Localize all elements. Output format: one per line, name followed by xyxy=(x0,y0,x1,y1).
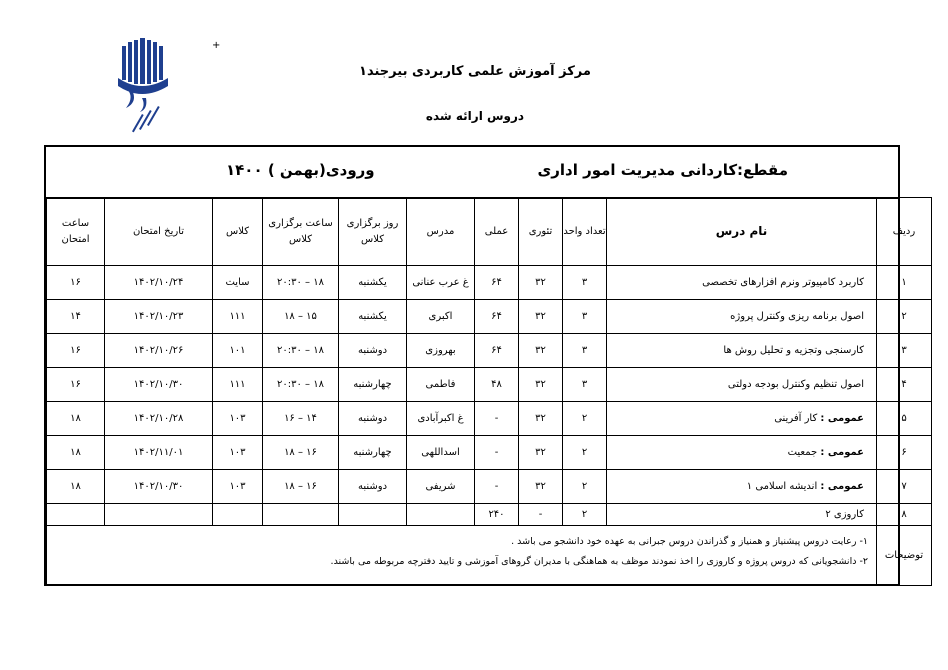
cell-exam-time: ۱۸ xyxy=(47,436,105,470)
table-row xyxy=(47,470,932,504)
cell-prefix: عمومی : xyxy=(820,447,864,458)
cell-name xyxy=(607,470,877,504)
cell-exam-time: ۱۸ xyxy=(47,402,105,436)
cell-room: ۱۰۳ xyxy=(213,402,263,436)
table-row xyxy=(47,300,932,334)
cell-practical: ۴۸ xyxy=(475,368,519,402)
cell-units: ۳ xyxy=(563,300,607,334)
cell-name xyxy=(607,368,877,402)
cell-day: دوشنبه xyxy=(339,402,407,436)
cell-name xyxy=(607,300,877,334)
cell-exam-date: ۱۴۰۲/۱۱/۰۱ xyxy=(105,436,213,470)
cell-room: ۱۱۱ xyxy=(213,300,263,334)
table-row xyxy=(47,436,932,470)
cell-time: ۱۸ – ۲۰:۳۰ xyxy=(263,266,339,300)
cell-units: ۳ xyxy=(563,368,607,402)
cell-day: دوشنبه xyxy=(339,334,407,368)
cell-exam-date: ۱۴۰۲/۱۰/۳۰ xyxy=(105,368,213,402)
cell-theory: - xyxy=(519,504,563,526)
cell-name-text: کارسنجی وتجزیه و تحلیل روش ها xyxy=(723,345,864,356)
cell-row: ۷ xyxy=(877,470,932,504)
cell-teacher: فاطمی xyxy=(407,368,475,402)
cell-room: ۱۰۳ xyxy=(213,436,263,470)
cell-units: ۲ xyxy=(563,402,607,436)
cell-name-text: کار آفرینی xyxy=(774,413,821,424)
cell-exam-time: ۱۸ xyxy=(47,470,105,504)
cell-practical: ۶۴ xyxy=(475,300,519,334)
cell-row: ۵ xyxy=(877,402,932,436)
cell-room: ۱۰۳ xyxy=(213,470,263,504)
col-exam-date: تاریخ امتحان xyxy=(105,198,213,266)
cell-day: چهارشنبه xyxy=(339,368,407,402)
col-row: ردیف xyxy=(877,198,932,266)
cell-name-text: اصول تنظیم وکنترل بودجه دولتی xyxy=(727,379,864,390)
cell-name xyxy=(607,436,877,470)
cell-exam-date: ۱۴۰۲/۱۰/۲۴ xyxy=(105,266,213,300)
cell-time xyxy=(263,504,339,526)
cell-units: ۲ xyxy=(563,470,607,504)
cell-row: ۸ xyxy=(877,504,932,526)
col-teacher: مدرس xyxy=(407,198,475,266)
cell-prefix: عمومی : xyxy=(820,413,864,424)
program-header xyxy=(46,147,898,199)
table-row xyxy=(47,402,932,436)
cell-teacher: غ اکبرآبادی xyxy=(407,402,475,436)
cell-exam-time: ۱۶ xyxy=(47,334,105,368)
entry-term: ورودی(بهمن ) ۱۴۰۰ xyxy=(226,161,375,179)
cell-name xyxy=(607,266,877,300)
note-line-1: ۱- رعایت دروس پیشنیاز و همنیاز و گذراندن دروس جبرانی به عهده خود دانشجو می باشد . xyxy=(511,536,868,547)
cell-exam-time: ۱۴ xyxy=(47,300,105,334)
cell-exam-time: ۱۶ xyxy=(47,368,105,402)
cell-teacher: بهروزی xyxy=(407,334,475,368)
cell-practical: - xyxy=(475,402,519,436)
notes-label: توضیحات xyxy=(877,526,932,586)
cell-name xyxy=(607,402,877,436)
cell-practical: - xyxy=(475,436,519,470)
cell-practical: - xyxy=(475,470,519,504)
cell-exam-date: ۱۴۰۲/۱۰/۲۶ xyxy=(105,334,213,368)
cell-teacher xyxy=(407,504,475,526)
cell-time: ۱۵ – ۱۸ xyxy=(263,300,339,334)
cell-name xyxy=(607,504,877,526)
cell-units: ۳ xyxy=(563,266,607,300)
cell-units: ۲ xyxy=(563,436,607,470)
cell-prefix: عمومی : xyxy=(820,481,864,492)
cell-day xyxy=(339,504,407,526)
cell-day: دوشنبه xyxy=(339,470,407,504)
col-day: روز برگزاری کلاس xyxy=(339,198,407,266)
cell-room: ۱۰۱ xyxy=(213,334,263,368)
cell-exam-time: ۱۶ xyxy=(47,266,105,300)
cell-practical: ۶۴ xyxy=(475,266,519,300)
university-logo xyxy=(98,38,188,138)
col-exam-time: ساعت امتحان xyxy=(47,198,105,266)
cell-theory: ۳۲ xyxy=(519,470,563,504)
cell-exam-date: ۱۴۰۲/۱۰/۳۰ xyxy=(105,470,213,504)
cell-day: یکشنبه xyxy=(339,300,407,334)
cell-day: چهارشنبه xyxy=(339,436,407,470)
cell-name xyxy=(607,334,877,368)
cell-time: ۱۸ – ۲۰:۳۰ xyxy=(263,368,339,402)
cell-theory: ۳۲ xyxy=(519,368,563,402)
cell-row: ۴ xyxy=(877,368,932,402)
cell-room: ۱۱۱ xyxy=(213,368,263,402)
cell-time: ۱۸ – ۲۰:۳۰ xyxy=(263,334,339,368)
note-line-2: ۲- دانشجویانی که دروس پروژه و کاروزی را اخذ نمودند موظف به هماهنگی با مدیران گروهای آموزشی و تایید دفترچه مربوطه می باشند. xyxy=(330,555,868,567)
table-row xyxy=(47,266,932,300)
cell-theory: ۳۲ xyxy=(519,266,563,300)
cell-time: ۱۶ – ۱۸ xyxy=(263,470,339,504)
page-subtitle: دروس ارائه شده xyxy=(425,109,525,123)
cell-room xyxy=(213,504,263,526)
cell-name-text: کاربرد کامپیوتر ونرم افزارهای تخصصی xyxy=(702,277,864,288)
notes-row xyxy=(47,526,932,586)
cell-row: ۶ xyxy=(877,436,932,470)
cell-exam-date: ۱۴۰۲/۱۰/۲۸ xyxy=(105,402,213,436)
cell-teacher: غ عرب عنانی xyxy=(407,266,475,300)
cell-time: ۱۶ – ۱۸ xyxy=(263,436,339,470)
cell-teacher: اسداللهی xyxy=(407,436,475,470)
cell-row: ۳ xyxy=(877,334,932,368)
cell-practical: ۲۴۰ xyxy=(475,504,519,526)
cell-practical: ۶۴ xyxy=(475,334,519,368)
cell-units: ۳ xyxy=(563,334,607,368)
cell-name-text: کاروزی ۲ xyxy=(825,509,864,520)
cell-theory: ۳۲ xyxy=(519,402,563,436)
cell-teacher: شریفی xyxy=(407,470,475,504)
cell-time: ۱۴ – ۱۶ xyxy=(263,402,339,436)
course-frame xyxy=(44,145,924,586)
cell-day: یکشنبه xyxy=(339,266,407,300)
table-row xyxy=(47,334,932,368)
cell-row: ۲ xyxy=(877,300,932,334)
cell-exam-date xyxy=(105,504,213,526)
col-room: کلاس xyxy=(213,198,263,266)
cell-theory: ۳۲ xyxy=(519,436,563,470)
courses-table xyxy=(46,197,932,586)
table-header-row xyxy=(47,198,932,266)
table-row xyxy=(47,368,932,402)
cell-theory: ۳۲ xyxy=(519,334,563,368)
col-theory: تئوری xyxy=(519,198,563,266)
program-title: مقطع:کاردانی مدیریت امور اداری xyxy=(537,161,788,179)
cell-theory: ۳۲ xyxy=(519,300,563,334)
col-time: ساعت برگزاری کلاس xyxy=(263,198,339,266)
cell-units: ۲ xyxy=(563,504,607,526)
cell-teacher: اکبری xyxy=(407,300,475,334)
cell-name-text: اصول برنامه ریزی وکنترل پروژه xyxy=(730,311,864,322)
cell-name-text: جمعیت xyxy=(787,447,821,458)
center-name: مرکز آموزش علمی کاربردی بیرجند۱ xyxy=(359,64,591,79)
cell-exam-date: ۱۴۰۲/۱۰/۲۳ xyxy=(105,300,213,334)
plus-mark: + xyxy=(212,40,221,51)
cell-row: ۱ xyxy=(877,266,932,300)
cell-exam-time xyxy=(47,504,105,526)
table-row xyxy=(47,504,932,526)
col-practical: عملی xyxy=(475,198,519,266)
col-name: نام درس xyxy=(607,198,877,266)
notes-cell xyxy=(47,526,877,586)
col-units: تعداد واحد xyxy=(563,198,607,266)
cell-room: سایت xyxy=(213,266,263,300)
cell-name-text: اندیشه اسلامی ۱ xyxy=(746,481,821,492)
